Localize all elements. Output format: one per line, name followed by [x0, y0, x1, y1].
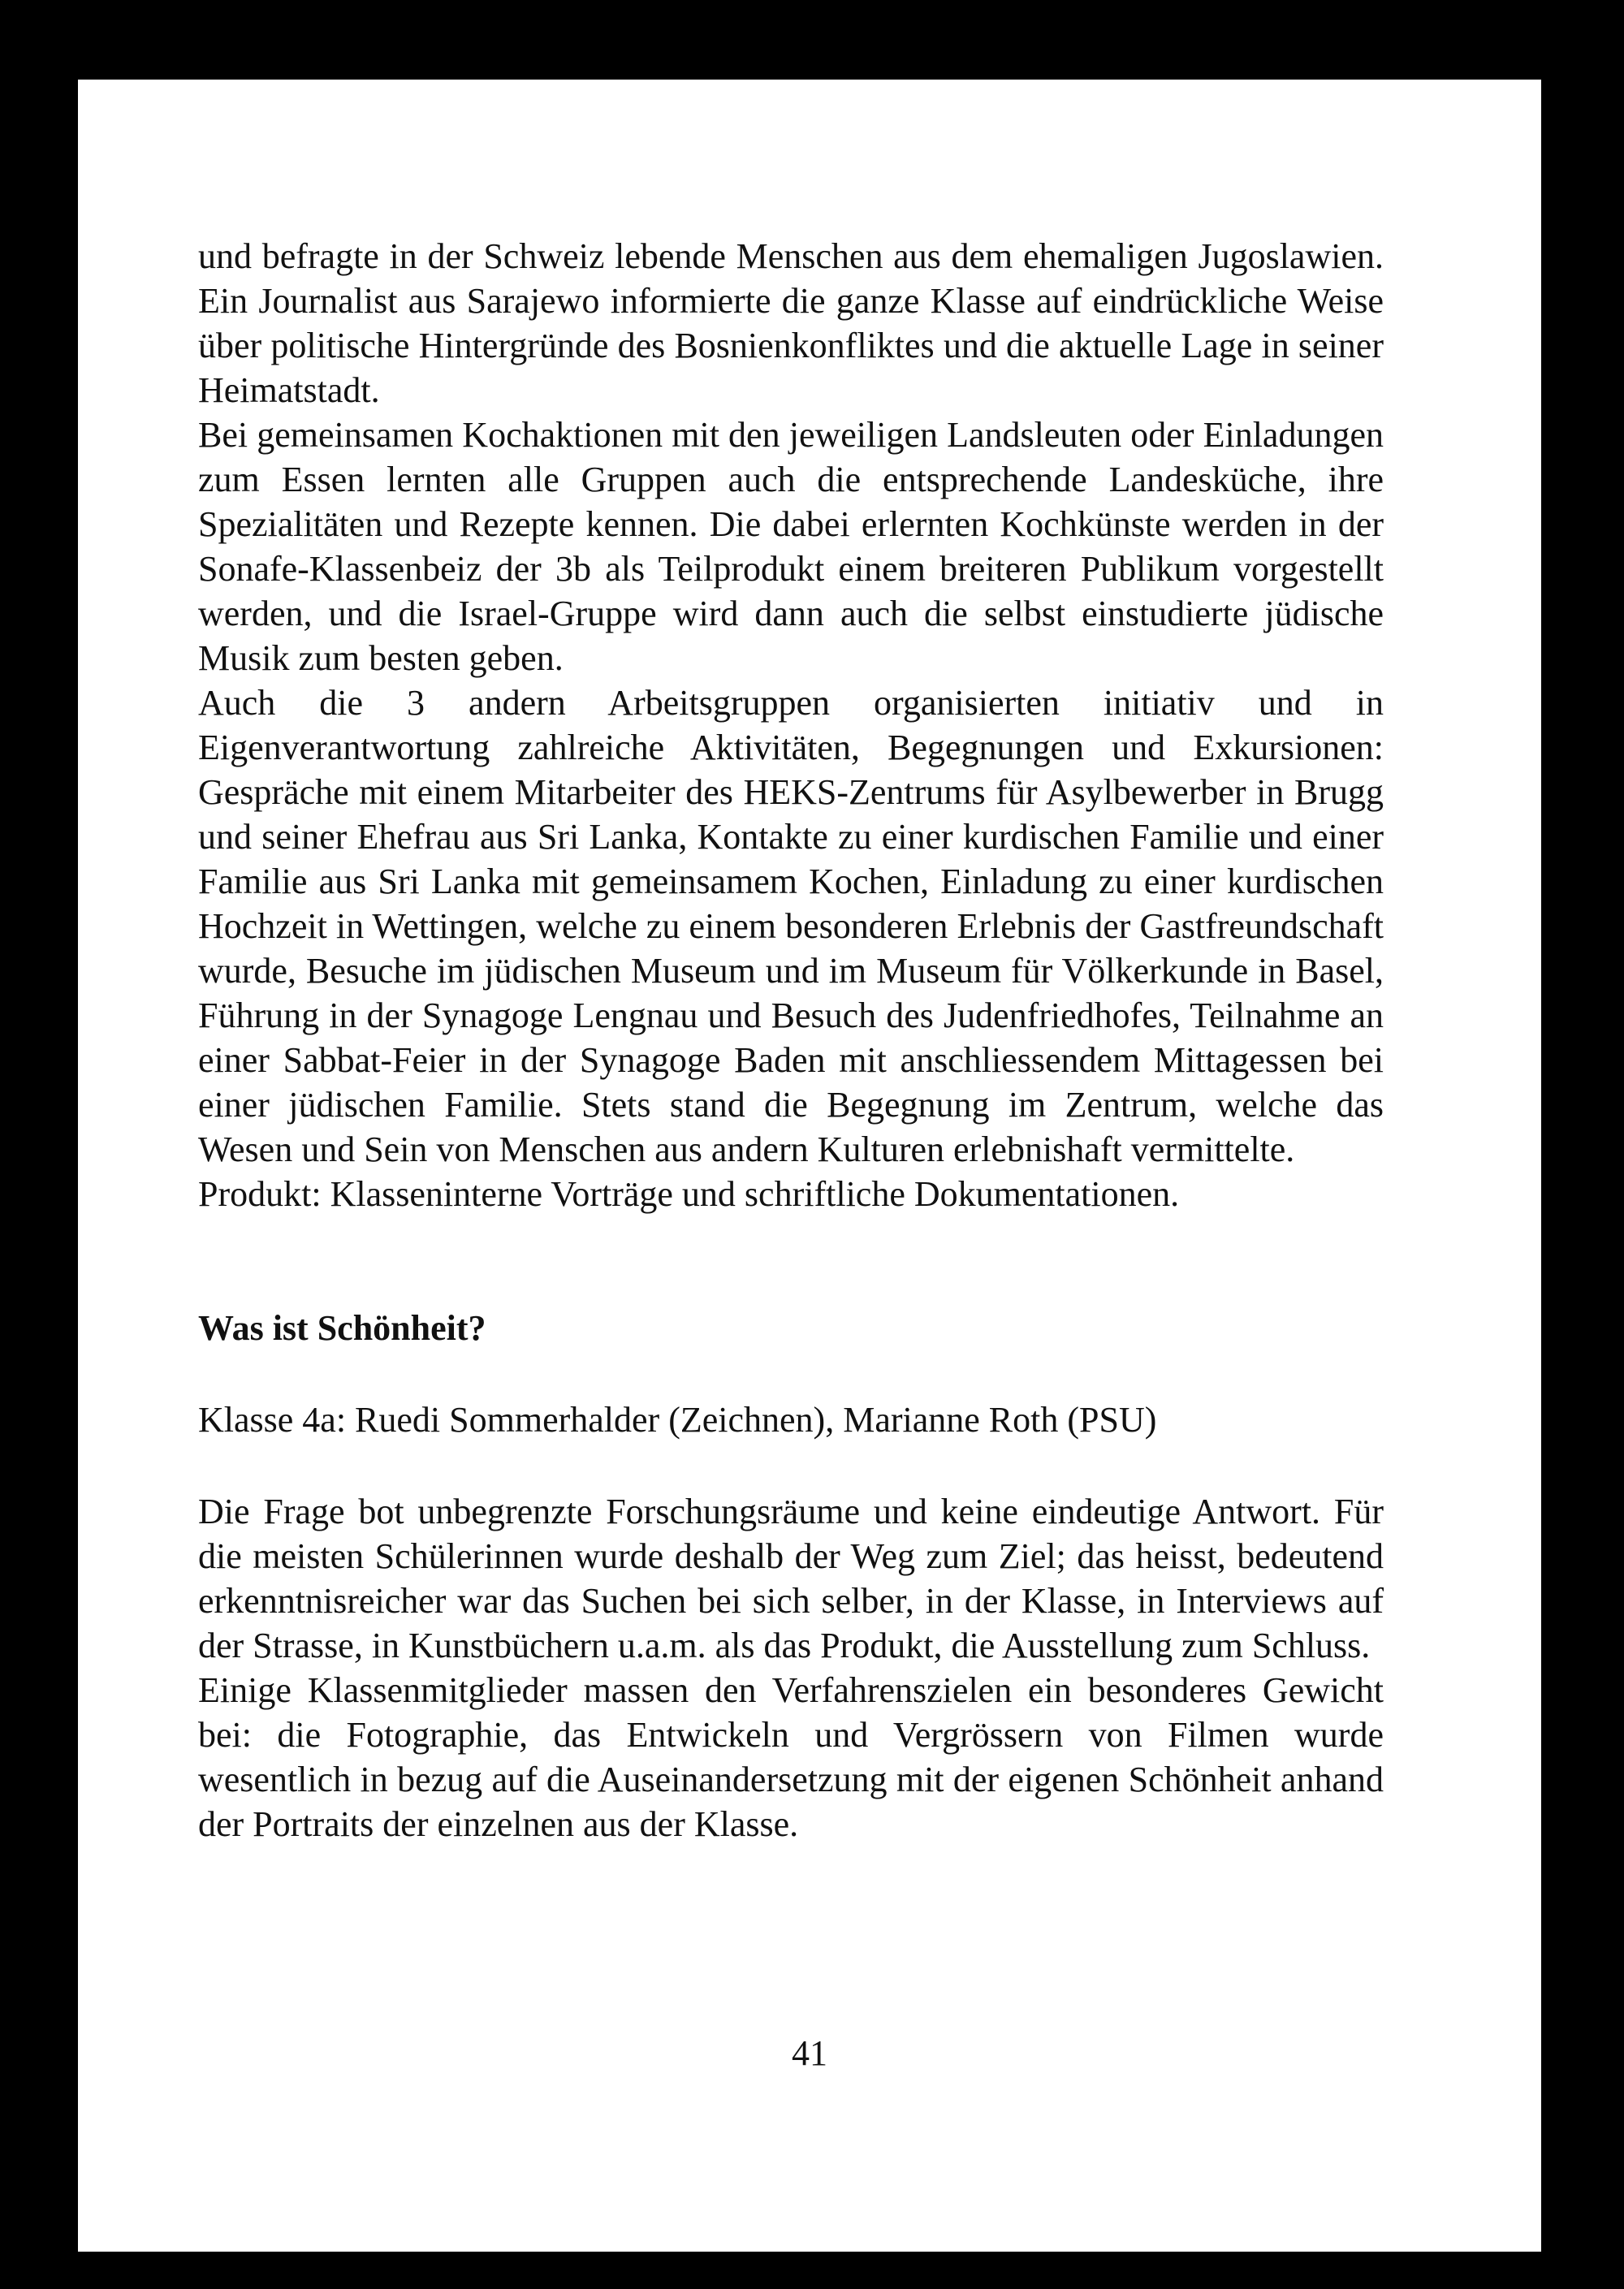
- page-content: [198, 234, 1384, 1846]
- paragraph: Auch die 3 andern Arbeitsgruppen organisierten initiativ und in Eigenverantwortung zahlreiche Aktivitäten, Begegnungen und Exkursionen: Gespräche mit einem Mitarbeiter des HEKS-Zentrums für Asylbewerber in Brugg und seiner Ehefrau aus Sri Lanka, Kontakte zu einer kurdischen Familie und einer Familie aus Sri Lanka mit gemeinsamem Kochen, Einladung zu einer kurdischen Hochzeit in Wettingen, welche zu einem besonderen Erlebnis der Gastfreundschaft wurde, Besuche im jüdischen Museum und im Museum für Völkerkunde in Basel, Führung in der Synagoge Lengnau und Besuch des Judenfriedhofes, Teilnahme an einer Sabbat-Feier in der Synagoge Baden mit anschliessendem Mittagessen bei einer jüdischen Familie. Stets stand die Begegnung im Zentrum, welche das Wesen und Sein von Menschen aus andern Kulturen erlebnishaft vermittelte.: [198, 683, 1384, 1169]
- paragraph: Produkt: Klasseninterne Vorträge und schriftliche Dokumentationen.: [198, 1174, 1180, 1214]
- section-gap: [198, 1216, 1384, 1306]
- paragraph: Bei gemeinsamen Kochaktionen mit den jeweiligen Landsleuten oder Einladungen zum Essen lernten alle Gruppen auch die entsprechende Landesküche, ihre Spezialitäten und Rezepte kennen. Die dabei erlernten Kochkünste werden in der Sonafe-Klassenbeiz der 3b als Teilprodukt einem breiteren Publikum vorgestellt werden, und die Israel-Gruppe wird dann auch die selbst einstudierte jüdische Musik zum besten geben.: [198, 415, 1384, 678]
- page-number: 41: [792, 2033, 827, 2073]
- gap: [198, 1442, 1384, 1489]
- gap: [198, 1350, 1384, 1397]
- paragraph: und befragte in der Schweiz lebende Menschen aus dem ehemaligen Jugoslawien. Ein Journalist aus Sarajewo informierte die ganze Klasse auf eindrückliche Weise über politische Hintergründe des Bosnienkonfliktes und die aktuelle Lage in seiner Heimatstadt.: [198, 236, 1384, 410]
- document-page: [78, 80, 1541, 2252]
- class-line: Klasse 4a: Ruedi Sommerhalder (Zeichnen), Marianne Roth (PSU): [198, 1400, 1157, 1440]
- paragraph: Einige Klassenmitglieder massen den Verfahrenszielen ein besonderes Gewicht bei: die Fotographie, das Entwickeln und Vergrössern von Filmen wurde wesentlich in bezug auf die Auseinandersetzung mit der eigenen Schönheit anhand der Portraits der einzelnen aus der Klasse.: [198, 1670, 1384, 1844]
- section-heading: Was ist Schönheit?: [198, 1308, 486, 1348]
- paragraph: Die Frage bot unbegrenzte Forschungsräume und keine eindeutige Antwort. Für die meisten Schülerinnen wurde deshalb der Weg zum Ziel; das heisst, bedeutend erkenntnisreicher war das Suchen bei sich selber, in der Klasse, in Interviews auf der Strasse, in Kunstbüchern u.a.m. als das Produkt, die Ausstellung zum Schluss.: [198, 1492, 1384, 1665]
